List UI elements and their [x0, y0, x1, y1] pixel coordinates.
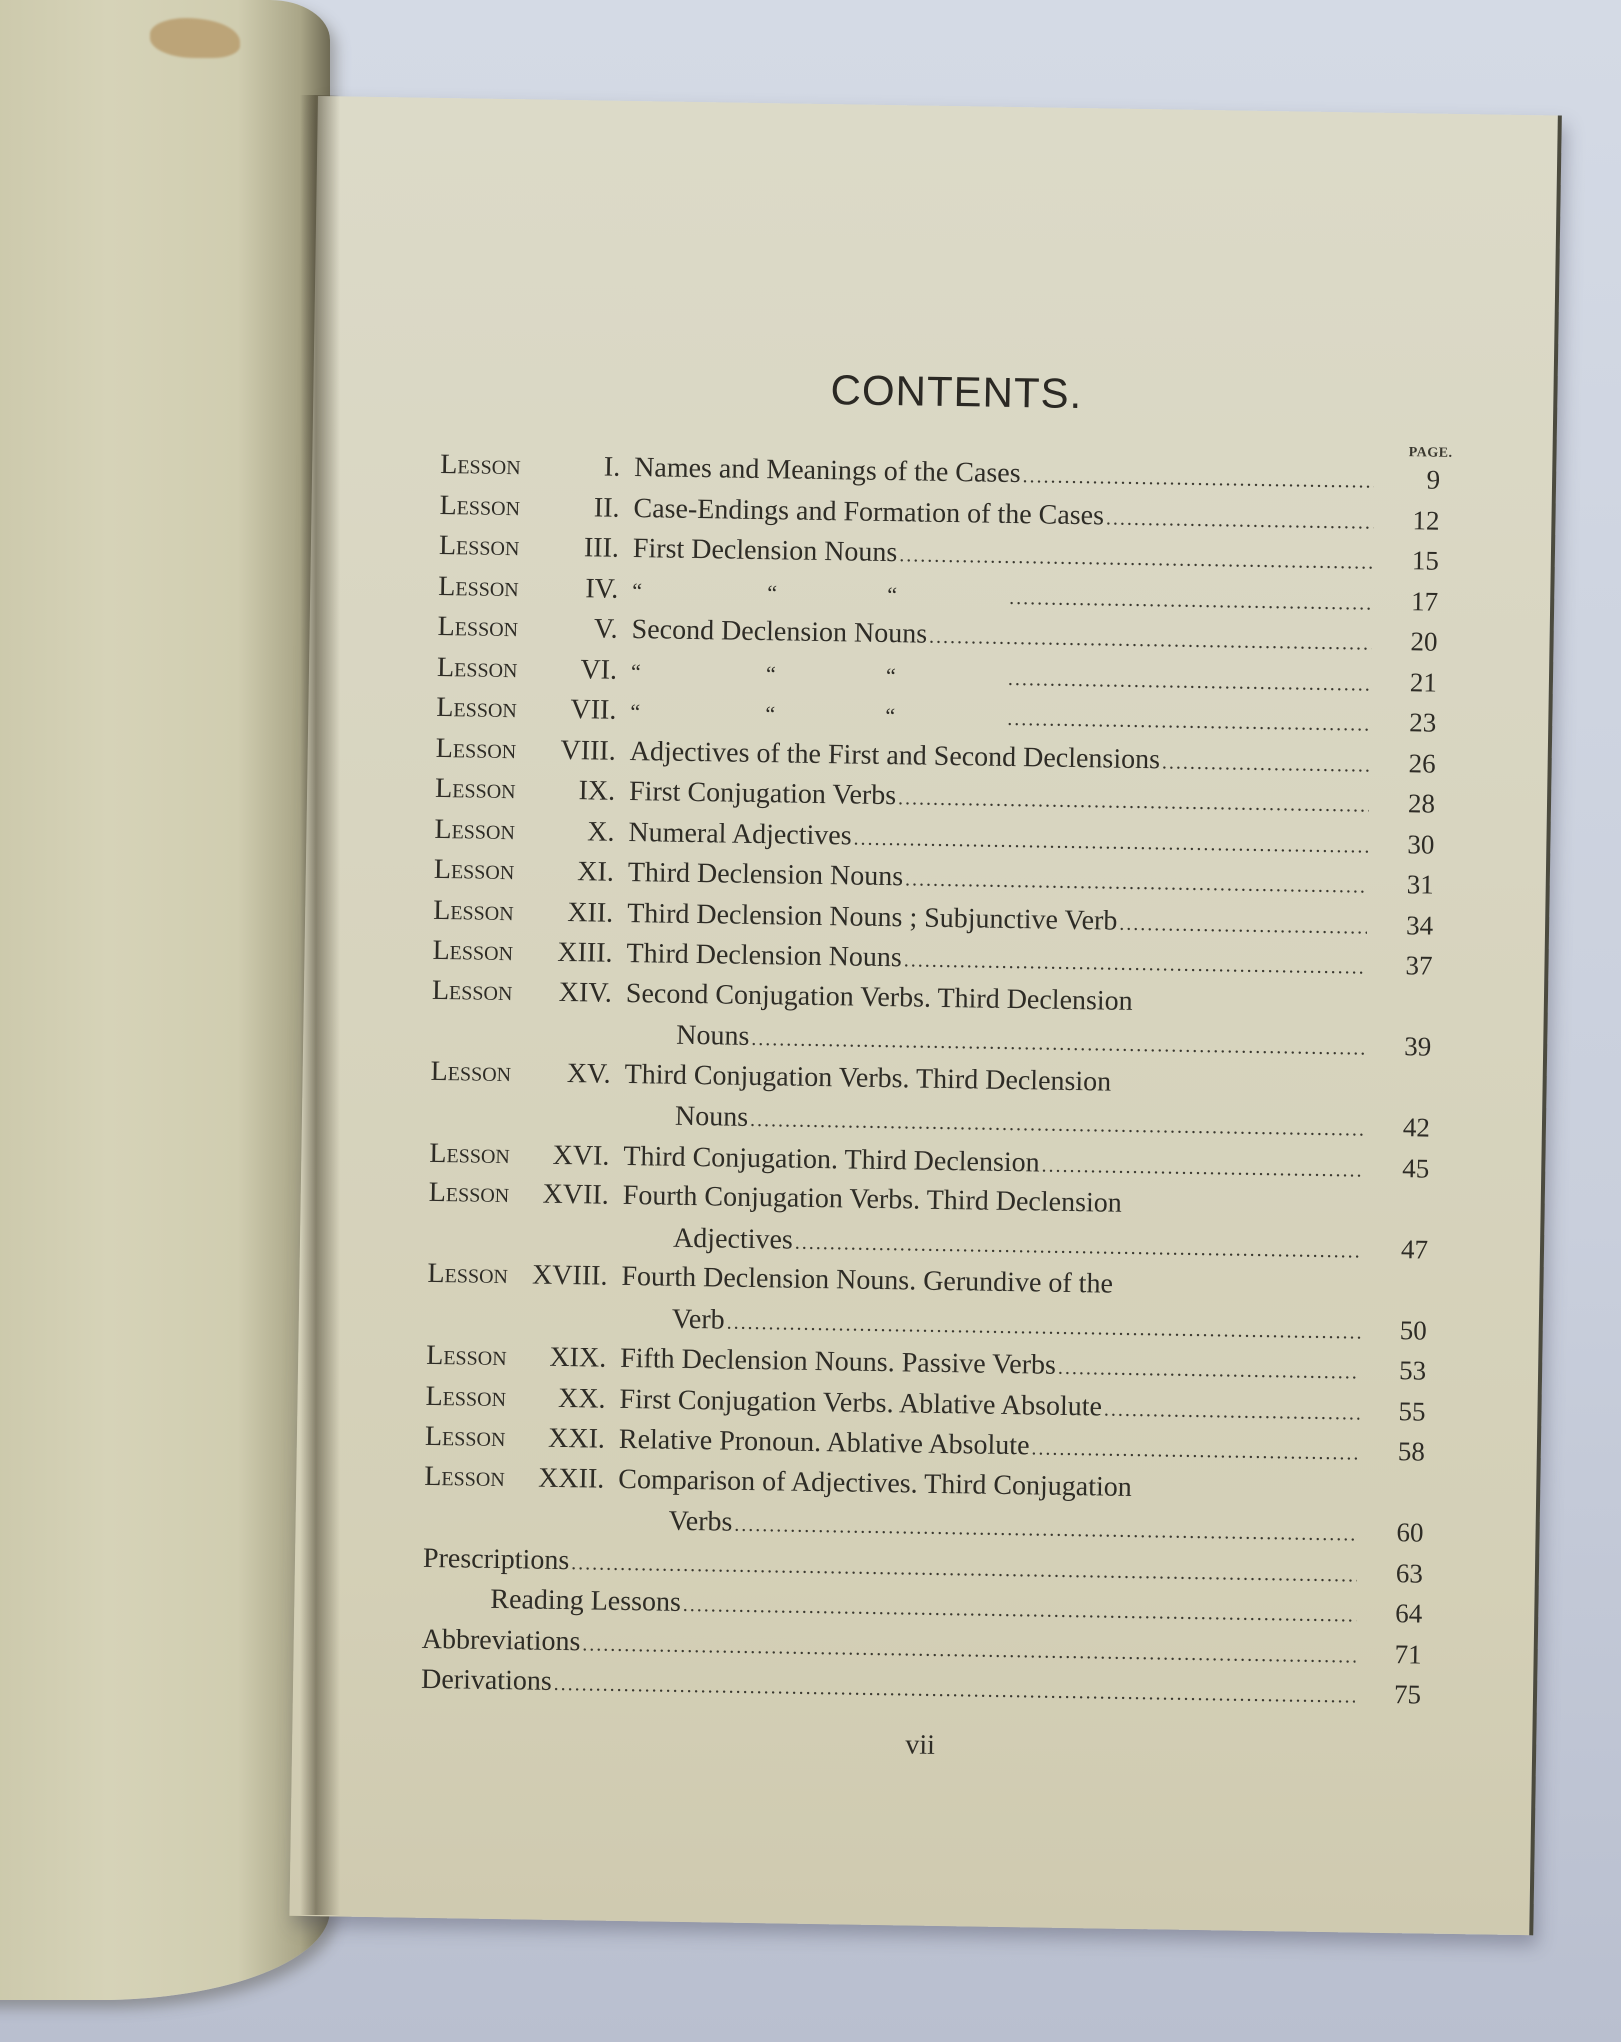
lesson-numeral: XX.	[557, 1382, 606, 1415]
entry-title: Reading Lessons	[490, 1583, 682, 1618]
lesson-label: Lesson	[439, 448, 521, 482]
page-number: 31	[1406, 869, 1434, 900]
table-of-contents	[420, 360, 1453, 1769]
lesson-label: Lesson	[432, 934, 514, 968]
lesson-label: Lesson	[439, 489, 521, 522]
entry-title: Fourth Declension Nouns. Gerundive of the	[621, 1260, 1114, 1300]
page-number: 50	[1399, 1314, 1427, 1346]
page-folio: vii	[905, 1728, 936, 1761]
dot-leader	[1009, 577, 1373, 623]
entry-title: Third Declension Nouns	[626, 937, 903, 974]
lesson-label: Lesson	[431, 974, 513, 1007]
entry-title: Adjectives	[672, 1222, 794, 1256]
toc-entries	[423, 444, 1440, 1553]
lesson-numeral: XV.	[566, 1057, 611, 1090]
page-number: 60	[1396, 1517, 1424, 1548]
ditto-marks	[630, 691, 1006, 738]
entry-title: Fourth Conjugation Verbs. Third Declension	[622, 1179, 1122, 1219]
dot-leader	[898, 778, 1370, 825]
lesson-numeral: V.	[593, 613, 618, 645]
entry-title: Nouns	[674, 1100, 749, 1133]
page-number	[1364, 1499, 1424, 1500]
ditto-mark: “	[885, 662, 896, 688]
lesson-numeral: XIV.	[558, 976, 613, 1009]
page-number: 58	[1397, 1436, 1426, 1467]
lesson-label: Lesson	[434, 772, 516, 806]
page-number: 45	[1402, 1152, 1430, 1184]
page-number	[1369, 1216, 1429, 1217]
lesson-numeral: XIII.	[557, 936, 613, 969]
lesson-numeral: XI.	[577, 856, 615, 888]
page-number: 12	[1412, 504, 1440, 536]
dot-leader	[1134, 1495, 1358, 1499]
entry-title: Fifth Declension Nouns. Passive Verbs	[619, 1342, 1057, 1381]
lesson-numeral: XVIII.	[531, 1259, 608, 1292]
dot-leader	[1162, 742, 1370, 785]
entry-title: Third Declension Nouns ; Subjunctive Verb	[626, 897, 1118, 937]
entry-title: Third Conjugation. Third Declension	[623, 1140, 1040, 1178]
dot-leader	[1106, 498, 1374, 542]
lesson-numeral: II.	[593, 491, 620, 524]
dot-leader	[1008, 658, 1372, 704]
ditto-mark: “	[885, 702, 896, 729]
entry-title: Comparison of Adjectives. Third Conjugation	[618, 1463, 1133, 1503]
page-number: 64	[1395, 1598, 1423, 1629]
lesson-label: Lesson	[427, 1257, 509, 1291]
lesson-numeral: XII.	[567, 896, 614, 929]
entry-title: First Conjugation Verbs. Ablative Absolute	[619, 1383, 1103, 1422]
facing-page-curled	[0, 0, 330, 2000]
entry-title: Verb	[671, 1303, 725, 1336]
page-number: 37	[1405, 950, 1433, 981]
entry-title: First Declension Nouns	[632, 533, 898, 569]
entry-title: Second Conjugation Verbs. Third Declension	[625, 977, 1133, 1017]
entry-title: Third Conjugation Verbs. Third Declension	[624, 1058, 1112, 1098]
page-number: 26	[1408, 747, 1436, 779]
lesson-label: Lesson	[429, 1137, 511, 1170]
entry-title: Case-Endings and Formation of the Cases	[633, 492, 1105, 531]
entry-title: Names and Meanings of the Cases	[633, 452, 1021, 490]
page-number: 47	[1400, 1233, 1429, 1265]
ditto-marks	[632, 569, 1008, 616]
lesson-numeral: VIII.	[560, 734, 616, 767]
page-number: 53	[1398, 1355, 1427, 1386]
lesson-label: Lesson	[437, 610, 519, 644]
page-title: CONTENTS.	[830, 366, 1083, 418]
dot-leader	[1135, 1009, 1366, 1013]
page-number	[1370, 1094, 1430, 1095]
page-number: 21	[1409, 666, 1438, 698]
page-number: 42	[1402, 1112, 1431, 1143]
dot-leader	[1119, 903, 1367, 947]
entry-title: First Conjugation Verbs	[628, 775, 897, 812]
ditto-mark: “	[630, 698, 641, 725]
ditto-mark: “	[632, 577, 643, 603]
lesson-numeral: VI.	[580, 653, 618, 686]
lesson-numeral: IV.	[585, 572, 619, 605]
page-number: 39	[1403, 1031, 1432, 1062]
lesson-label: Lesson	[434, 813, 516, 846]
page-number: 55	[1398, 1395, 1426, 1427]
lesson-label: Lesson	[433, 853, 515, 887]
entry-title: Prescriptions	[422, 1542, 570, 1576]
entry-title: Derivations	[420, 1663, 553, 1697]
back-matter-entries	[421, 1537, 1423, 1715]
ditto-mark: “	[765, 660, 776, 686]
dot-leader	[1124, 1212, 1363, 1216]
entry-title: Adjectives of the First and Second Declensions	[629, 735, 1161, 775]
page-number: 23	[1409, 707, 1437, 738]
torn-spine-fragment	[150, 18, 240, 58]
entry-title: Numeral Adjectives	[628, 816, 852, 851]
dot-leader	[1115, 1293, 1362, 1297]
lesson-label: Lesson	[424, 1460, 506, 1493]
entry-title: Verbs	[668, 1505, 733, 1538]
lesson-numeral: XXII.	[537, 1462, 605, 1495]
page-number: 34	[1405, 909, 1434, 941]
contents-page	[289, 96, 1561, 1935]
ditto-mark: “	[630, 658, 641, 684]
page-number: 15	[1411, 545, 1440, 576]
page-number: 63	[1395, 1557, 1424, 1589]
lesson-label: Lesson	[438, 570, 520, 603]
lesson-label: Lesson	[436, 691, 518, 725]
page-number: 9	[1426, 464, 1441, 495]
lesson-numeral: XIX.	[549, 1341, 607, 1374]
page-number: 28	[1407, 788, 1436, 819]
lesson-label: Lesson	[428, 1176, 510, 1210]
book-gutter-shadow	[300, 95, 340, 1915]
entry-title: Abbreviations	[421, 1623, 581, 1657]
lesson-label: Lesson	[436, 651, 518, 684]
dot-leader	[1113, 1090, 1364, 1094]
page-number	[1367, 1297, 1427, 1298]
page-number: 20	[1410, 626, 1438, 657]
lesson-numeral: IX.	[578, 775, 616, 807]
lesson-label: Lesson	[438, 529, 520, 563]
entry-title: Third Declension Nouns	[627, 856, 904, 893]
ditto-mark: “	[767, 579, 778, 605]
lesson-label: Lesson	[425, 1339, 507, 1373]
ditto-marks	[631, 650, 1007, 697]
dot-leader	[1058, 1348, 1361, 1393]
lesson-label: Lesson	[425, 1380, 507, 1413]
lesson-numeral: X.	[587, 815, 615, 848]
entry-title: Nouns	[676, 1019, 750, 1052]
lesson-label: Lesson	[424, 1420, 506, 1454]
page-number: 75	[1393, 1679, 1422, 1710]
page-number: 17	[1410, 585, 1439, 617]
lesson-numeral: XVI.	[552, 1139, 610, 1172]
lesson-numeral: III.	[583, 532, 620, 564]
lesson-label: Lesson	[432, 894, 514, 927]
lesson-numeral: XXI.	[547, 1422, 606, 1455]
lesson-numeral: XVII.	[542, 1178, 610, 1211]
ditto-mark: “	[765, 701, 776, 727]
lesson-numeral: VII.	[570, 694, 617, 726]
lesson-numeral: I.	[603, 451, 621, 483]
page-number	[1372, 1013, 1432, 1014]
dot-leader	[1104, 1389, 1360, 1433]
lesson-label: Lesson	[435, 732, 517, 765]
page-number: 71	[1394, 1638, 1422, 1670]
page-column-label: PAGE.	[1408, 445, 1453, 461]
lesson-label: Lesson	[430, 1055, 512, 1088]
ditto-mark: “	[887, 581, 898, 607]
entry-title: Relative Pronoun. Ablative Absolute	[618, 1423, 1030, 1462]
entry-title: Second Declension Nouns	[631, 613, 928, 650]
page-number: 30	[1407, 828, 1435, 860]
